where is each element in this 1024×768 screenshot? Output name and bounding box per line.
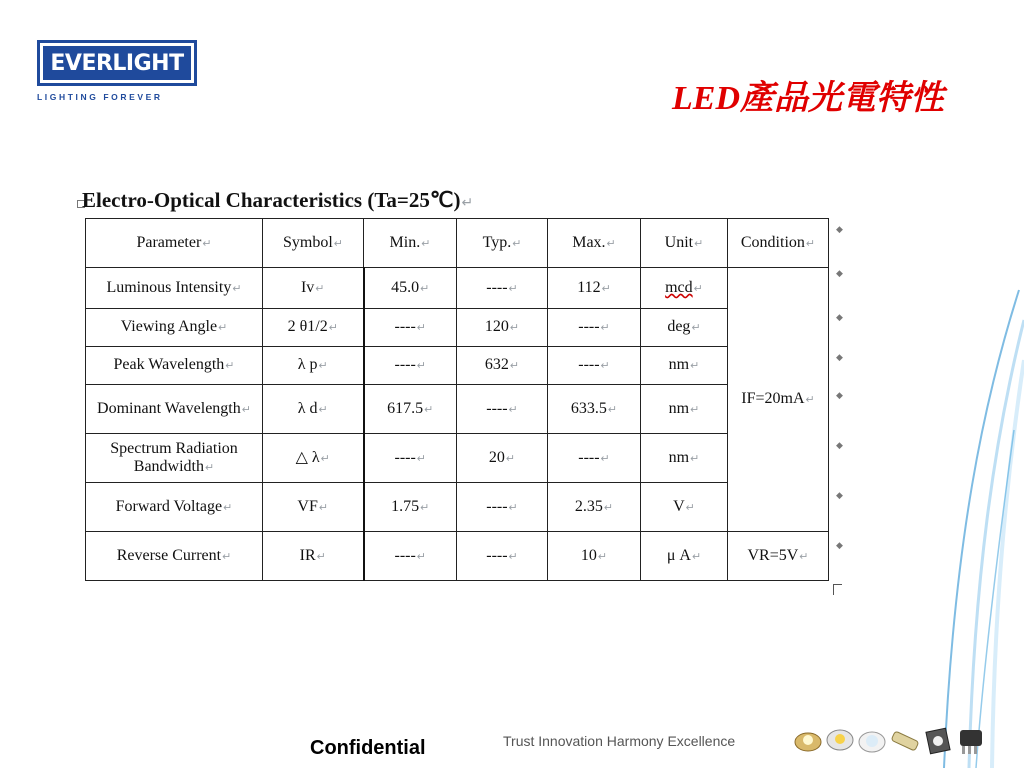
table-row xyxy=(86,483,829,532)
led-component-icon xyxy=(795,733,821,751)
cell-typ: ----↵ xyxy=(457,268,548,309)
cell-max: 10↵ xyxy=(548,532,641,581)
cell-unit: deg↵ xyxy=(641,309,728,347)
cell-unit: V↵ xyxy=(641,483,728,532)
cell-typ: ----↵ xyxy=(457,483,548,532)
cell-symbol: λ p↵ xyxy=(263,347,364,385)
decorative-swoosh-graphic xyxy=(914,280,1024,768)
table-header-row xyxy=(86,219,829,268)
cell-max: ----↵ xyxy=(548,309,641,347)
format-mark-icon: ◆ xyxy=(836,440,843,450)
cell-max: ----↵ xyxy=(548,347,641,385)
header-parameter: Parameter↵ xyxy=(86,219,263,268)
company-slogan: Trust Innovation Harmony Excellence xyxy=(503,733,736,749)
section-title xyxy=(82,188,473,213)
cell-parameter: Peak Wavelength↵ xyxy=(86,347,263,385)
led-component-icon xyxy=(926,728,950,754)
format-mark-icon: ◆ xyxy=(836,312,843,322)
table-end-mark xyxy=(833,584,842,595)
format-mark-icon: ◆ xyxy=(836,390,843,400)
cell-symbol: △ λ↵ xyxy=(263,434,364,483)
cell-typ: ----↵ xyxy=(457,532,548,581)
cell-condition-reverse: VR=5V↵ xyxy=(728,532,829,581)
cell-symbol: Iv↵ xyxy=(263,268,364,309)
header-min: Min.↵ xyxy=(364,219,457,268)
cell-typ: 120↵ xyxy=(457,309,548,347)
cell-unit: nm↵ xyxy=(641,434,728,483)
format-mark-icon: ◆ xyxy=(836,540,843,550)
led-component-icon xyxy=(960,730,982,754)
header-typ: Typ.↵ xyxy=(457,219,548,268)
cell-symbol: 2 θ1/2↵ xyxy=(263,309,364,347)
cell-symbol: λ d↵ xyxy=(263,385,364,434)
logo-wordmark: EVERLIGHT xyxy=(43,46,191,80)
page-title: LED產品光電特性 xyxy=(672,80,944,117)
header-symbol: Symbol↵ xyxy=(263,219,364,268)
cell-parameter: Forward Voltage↵ xyxy=(86,483,263,532)
cell-min: ----↵ xyxy=(364,532,457,581)
cell-parameter: Spectrum Radiation Bandwidth↵ xyxy=(86,434,263,483)
led-products-graphic xyxy=(790,722,1000,758)
cell-typ: ----↵ xyxy=(457,385,548,434)
cell-typ: 632↵ xyxy=(457,347,548,385)
cell-parameter: Viewing Angle↵ xyxy=(86,309,263,347)
table-row xyxy=(86,347,829,385)
cell-min: 1.75↵ xyxy=(364,483,457,532)
cell-unit: μ A↵ xyxy=(641,532,728,581)
header-condition: Condition↵ xyxy=(728,219,829,268)
table-row xyxy=(86,385,829,434)
cell-parameter: Luminous Intensity↵ xyxy=(86,268,263,309)
header-unit: Unit↵ xyxy=(641,219,728,268)
cell-max: 112↵ xyxy=(548,268,641,309)
cell-unit: nm↵ xyxy=(641,385,728,434)
cell-min: 617.5↵ xyxy=(364,385,457,434)
table-row xyxy=(86,434,829,483)
cell-max: 633.5↵ xyxy=(548,385,641,434)
header-max: Max.↵ xyxy=(548,219,641,268)
cell-max: 2.35↵ xyxy=(548,483,641,532)
cell-symbol: VF↵ xyxy=(263,483,364,532)
cell-unit: mcd↵ xyxy=(641,268,728,309)
cell-symbol: IR↵ xyxy=(263,532,364,581)
led-component-icon xyxy=(859,732,885,752)
table-row xyxy=(86,268,829,309)
format-mark-icon: ◆ xyxy=(836,490,843,500)
cell-min: ----↵ xyxy=(364,434,457,483)
cell-parameter: Dominant Wavelength↵ xyxy=(86,385,263,434)
cell-condition-shared: IF=20mA↵ xyxy=(728,268,829,532)
logo-box xyxy=(37,40,197,86)
cell-max: ----↵ xyxy=(548,434,641,483)
cell-min: 45.0↵ xyxy=(364,268,457,309)
format-mark-icon: ◆ xyxy=(836,352,843,362)
cell-min: ----↵ xyxy=(364,347,457,385)
cell-unit: nm↵ xyxy=(641,347,728,385)
format-mark-icon: ◆ xyxy=(836,268,843,278)
format-mark-icon: ◆ xyxy=(836,224,843,234)
section-title-text: Electro-Optical Characteristics (Ta=25℃) xyxy=(82,188,461,212)
logo-tagline: LIGHTING FOREVER xyxy=(37,92,163,102)
led-component-icon xyxy=(827,730,853,750)
return-mark-icon: ↵ xyxy=(461,196,474,211)
table-row xyxy=(86,309,829,347)
confidential-label: Confidential xyxy=(310,737,426,759)
cell-typ: 20↵ xyxy=(457,434,548,483)
electro-optical-table xyxy=(85,218,829,581)
led-component-icon xyxy=(891,731,919,751)
table-row xyxy=(86,532,829,581)
everlight-logo xyxy=(37,40,197,102)
cell-min: ----↵ xyxy=(364,309,457,347)
cell-parameter: Reverse Current↵ xyxy=(86,532,263,581)
